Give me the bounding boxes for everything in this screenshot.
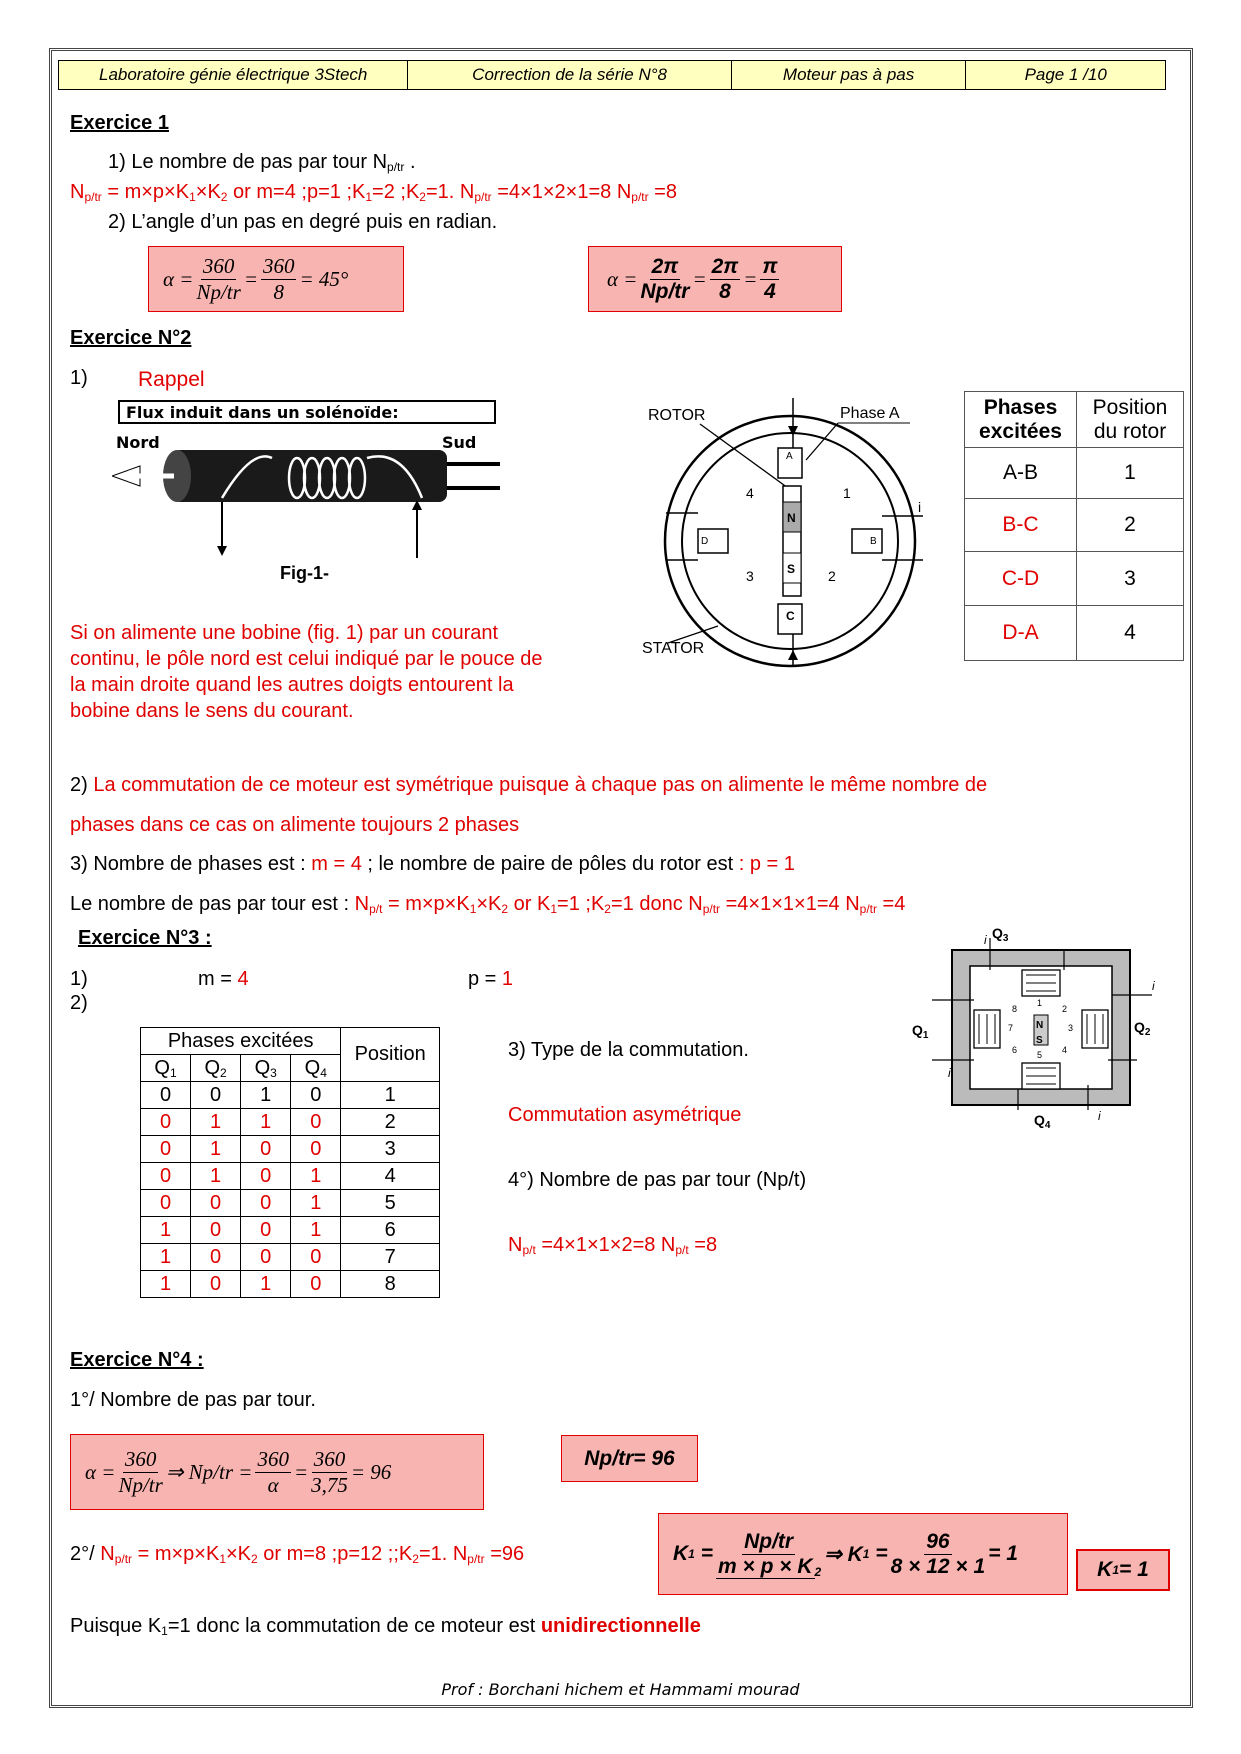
pos-2: 2 (828, 568, 836, 584)
ex3-title: Exercice N°3 : (78, 927, 212, 949)
ex3-m: m = 4 (198, 968, 249, 990)
ex2-q2-line1: 2) La commutation de ce moteur est symétrique puisque à chaque pas on alimente le même nombre de (70, 774, 988, 796)
i-q4: i (1098, 1109, 1101, 1123)
ex1-q1: 1) Le nombre de pas par tour $N_{p/tr}$ . (108, 151, 416, 174)
ex1-radian-box: α = $\frac{2\pi}{Np/tr}$ = $\frac{2\pi}{8}$ = $\frac{\pi}{4}$ (588, 246, 842, 312)
ex2-q1-num: 1) (70, 367, 88, 389)
i-q1: i (948, 1066, 951, 1080)
ex2-q3: 3) Nombre de phases est : m = 4 ; le nombre de paire de pôles du rotor est : p = 1 (70, 853, 795, 875)
ex3-motor-diagram (912, 920, 1172, 1140)
ex3-pos-2: 2 (1062, 1004, 1068, 1014)
q1-label: $Q_1$ (912, 1022, 929, 1041)
rotor-n: N (787, 511, 796, 525)
ex3-pos-8: 8 (1012, 1004, 1018, 1014)
pole-c: C (786, 609, 795, 623)
sud-label: Sud (442, 433, 477, 452)
ex3-pos-1: 1 (1037, 998, 1043, 1008)
ex3-pos-3: 3 (1068, 1023, 1074, 1033)
ex2-th-phases: Phases excitées (965, 392, 1077, 448)
ex4-q1: 1°/ Nombre de pas par tour. (70, 1389, 316, 1411)
table-row: 1 0 0 1 6 (141, 1217, 440, 1244)
q2-label: $Q_2$ (1134, 1019, 1151, 1038)
ex3-pos-4: 4 (1062, 1045, 1068, 1055)
header-subject: Moteur pas à pas (732, 61, 967, 89)
table-row: 0 1 1 0 2 (141, 1109, 440, 1136)
phase-a-label: Phase A (840, 405, 900, 422)
ex4-conclusion: Puisque $K_1=1$ donc la commutation de ce moteur est unidirectionnelle (70, 1615, 701, 1638)
table-row: 0 0 1 0 1 (141, 1082, 440, 1109)
ex3-q3: 3) Type de la commutation. (508, 1039, 749, 1061)
q3-label: $Q_3$ (992, 925, 1009, 944)
footer: Prof : Borchani hichem et Hammami mourad (441, 1680, 800, 1699)
table-row: A-B 1 (965, 448, 1184, 499)
table-row: 0 1 0 1 4 (141, 1163, 440, 1190)
table-row: D-A 4 (965, 606, 1184, 661)
ex2-phase-table (964, 391, 1184, 661)
ex3-q1: 1) (70, 968, 88, 990)
ex3-ans4: $N_{p/t} =4\times 1\times 1\times 2=8$ $N_{p/t} =8$ (508, 1234, 718, 1257)
ex3-pos-7: 7 (1008, 1023, 1014, 1033)
pos-3: 3 (746, 568, 754, 584)
solenoid-fig-title: Flux induit dans un solénoïde: (126, 403, 399, 422)
ex3-pos-5: 5 (1037, 1050, 1043, 1060)
header-series: Correction de la série N°8 (408, 61, 731, 89)
pole-b: B (870, 536, 877, 547)
header-page: Page 1 /10 (1024, 65, 1107, 84)
table-row: B-C 2 (965, 499, 1184, 552)
ex3-th-phases: Phases excitées (141, 1028, 341, 1055)
ex2-th-position: Position du rotor (1077, 392, 1184, 448)
ex2-rappel: Rappel (138, 368, 205, 391)
ex3-rotor-s: S (1036, 1035, 1043, 1046)
rotor-s: S (787, 562, 796, 576)
table-row: 0 0 0 1 5 (141, 1190, 440, 1217)
table-row: 1 0 1 0 8 (141, 1271, 440, 1298)
ex3-q2: 2) (70, 992, 88, 1014)
ex3-rotor-n: N (1036, 1020, 1044, 1031)
solenoid-caption: Fig-1- (280, 563, 329, 583)
ex4-k1-box: K 1 = $\frac{Np/tr}{m \times p \times K _2}$ ⇒ K 1 = $\frac{96}{8 \times 12 \times 1}$ = 1 (658, 1513, 1068, 1595)
ex3-pos-6: 6 (1012, 1045, 1018, 1055)
ex4-q2: 2°/ $N_{p/tr} = m\times p\times K_1\times K_2$ or m=8 ;p=12 $;;K_2=1$. $N_{p/tr} =96$ (70, 1543, 525, 1566)
nord-label: Nord (116, 433, 160, 452)
ex3-ans3: Commutation asymétrique (508, 1104, 742, 1126)
pos-1: 1 (843, 485, 851, 501)
header-lab: Laboratoire génie électrique 3Stech (59, 61, 408, 89)
solenoid-figure (112, 398, 504, 570)
ex2-title: Exercice N°2 (70, 327, 192, 349)
table-row: 0 1 0 0 3 (141, 1136, 440, 1163)
ex4-np-result: Np/tr= 96 (561, 1435, 698, 1482)
table-row: C-D 3 (965, 552, 1184, 606)
i-q3: i (984, 933, 987, 947)
table-row: 1 0 0 0 7 (141, 1244, 440, 1271)
ex4-k1-result: K 1 = 1 (1076, 1549, 1170, 1591)
ex1-title: Exercice 1 (70, 112, 169, 134)
ex3-q4: 4°) Nombre de pas par tour (Np/t) (508, 1169, 807, 1191)
pole-a: A (786, 451, 793, 462)
ex3-phase-table: Phases excitées Position $Q_1$ $Q_2$ $Q_3$ $Q_4$ 0 0 1 0 1 0 1 1 0 2 0 1 0 0 3 0 1 0 1 4 0 0 0 1 5 1 0 0 1 6 1 0 0 0 7 1 0 1 0 8 (140, 1027, 440, 1298)
q4-label: $Q_4$ (1034, 1112, 1051, 1131)
ex4-title: Exercice N°4 : (70, 1349, 204, 1371)
rotor-label: ROTOR (648, 407, 706, 424)
ex3-th-position: Position (341, 1028, 440, 1082)
i-q2: i (1152, 979, 1155, 993)
ex1-formula: $N_{p/tr} = m\times p\times K_1\times K_2$ or m=4 ;p=1 $;K_1=2$ $;K_2=1$. $N_{p/tr} =4\times 1\times 2\times 1=8$ $N_{p/tr} =8$ (70, 181, 677, 204)
pole-d: D (701, 536, 709, 547)
ex1-degree-box: α = $\frac{360}{Np/tr}$ = $\frac{360}{8}$ = 45° (148, 246, 404, 312)
current-label: i (918, 499, 922, 515)
ex2-q2-line2: phases dans ce cas on alimente toujours 2 phases (70, 814, 520, 836)
ex1-q2: 2) L’angle d’un pas en degré puis en radian. (108, 211, 498, 233)
stepper-motor-diagram (638, 398, 938, 673)
ex3-p: p = 1 (468, 968, 514, 990)
ex2-rule-text: Si on alimente une bobine (fig. 1) par un courant continu, le pôle nord est celui indiqué par le pouce de la main droite quand les autres doigts entourent la bobine dans le sens du courant. (70, 622, 543, 722)
ex4-np-box: α = $\frac{360}{Np/tr}$ ⇒ Np/tr = $\frac{360}{\alpha}$ = $\frac{360}{3,75}$ = 96 (70, 1434, 484, 1510)
ex2-np: Le nombre de pas par tour est : $N_{p/t} = m\times p\times K_1\times K_2$ or $K_1=1$ $;K_2=1$ donc $N_{p/tr} =4\times 1\times 1\times 1=4$ $N_{p/tr} =4$ (70, 893, 906, 916)
stator-label: STATOR (642, 640, 705, 657)
pos-4: 4 (746, 485, 754, 501)
page-header (58, 60, 1166, 90)
